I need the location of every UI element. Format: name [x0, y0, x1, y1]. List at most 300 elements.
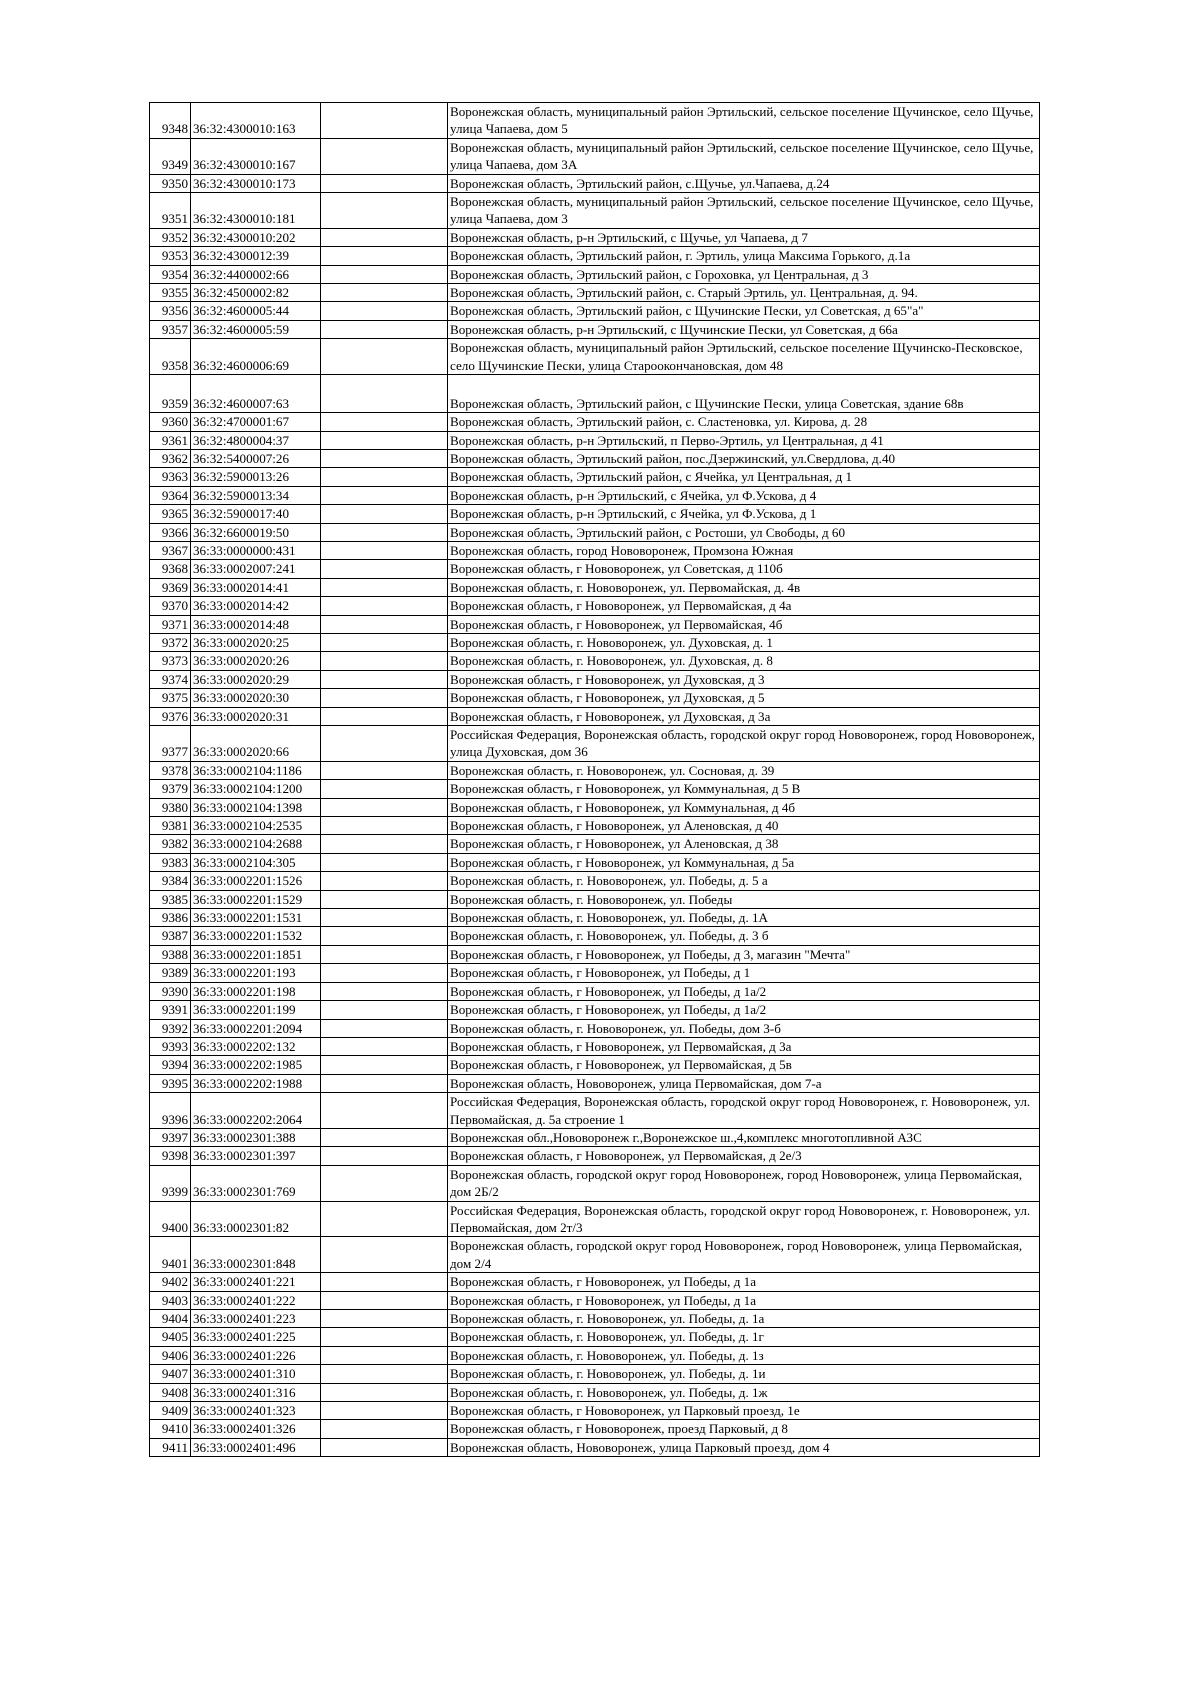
empty-cell [321, 633, 448, 651]
row-number-cell: 9371 [150, 615, 191, 633]
address-cell: Воронежская область, Эртильский район, с.Щучье, ул.Чапаева, д.24 [448, 174, 1040, 192]
row-number-cell: 9392 [150, 1019, 191, 1037]
cadastral-number-cell: 36:33:0002301:82 [191, 1201, 321, 1237]
empty-cell [321, 853, 448, 871]
address-cell: Воронежская область, г. Нововоронеж, ул. Первомайская, д. 4в [448, 578, 1040, 596]
table-row [150, 449, 1040, 467]
row-number-cell: 9358 [150, 339, 191, 375]
address-cell: Воронежская область, г Нововоронеж, ул Парковый проезд, 1е [448, 1402, 1040, 1420]
cadastral-number-cell: 36:33:0002104:1398 [191, 798, 321, 816]
cadastral-number-cell: 36:33:0002201:193 [191, 964, 321, 982]
cadastral-number-cell: 36:33:0002301:388 [191, 1128, 321, 1146]
cadastral-number-cell: 36:33:0002202:2064 [191, 1093, 321, 1129]
row-number-cell: 9390 [150, 982, 191, 1000]
address-cell: Воронежская область, г Нововоронеж, ул Коммунальная, д 5а [448, 853, 1040, 871]
row-number-cell: 9377 [150, 726, 191, 762]
address-cell: Воронежская область, Нововоронеж, улица Парковый проезд, дом 4 [448, 1438, 1040, 1456]
table-row [150, 798, 1040, 816]
row-number-cell: 9409 [150, 1402, 191, 1420]
row-number-cell: 9353 [150, 247, 191, 265]
address-cell: Воронежская область, г Нововоронеж, ул Победы, д 1 [448, 964, 1040, 982]
row-number-cell: 9410 [150, 1420, 191, 1438]
empty-cell [321, 1383, 448, 1401]
row-number-cell: 9403 [150, 1291, 191, 1309]
empty-cell [321, 1291, 448, 1309]
row-number-cell: 9400 [150, 1201, 191, 1237]
row-number-cell: 9374 [150, 670, 191, 688]
address-cell: Воронежская область, г Нововоронеж, ул Победы, д 1а [448, 1291, 1040, 1309]
cadastral-number-cell: 36:33:0002020:66 [191, 726, 321, 762]
table-row [150, 817, 1040, 835]
table-row [150, 597, 1040, 615]
cadastral-number-cell: 36:33:0002201:198 [191, 982, 321, 1000]
cadastral-number-cell: 36:32:4600006:69 [191, 339, 321, 375]
address-cell: Воронежская область, Эртильский район, пос.Дзержинский, ул.Свердлова, д.40 [448, 449, 1040, 467]
row-number-cell: 9394 [150, 1056, 191, 1074]
empty-cell [321, 560, 448, 578]
row-number-cell: 9366 [150, 523, 191, 541]
table-row [150, 1291, 1040, 1309]
row-number-cell: 9391 [150, 1001, 191, 1019]
cadastral-number-cell: 36:33:0002202:132 [191, 1037, 321, 1055]
row-number-cell: 9372 [150, 633, 191, 651]
cadastral-number-cell: 36:32:5400007:26 [191, 449, 321, 467]
address-cell: Воронежская область, муниципальный район Эртильский, сельское поселение Щучинское, село Щучье, улица Чапаева, дом 3А [448, 138, 1040, 174]
cadastral-number-cell: 36:32:4300010:167 [191, 138, 321, 174]
table-row [150, 890, 1040, 908]
row-number-cell: 9388 [150, 945, 191, 963]
empty-cell [321, 761, 448, 779]
table-row [150, 560, 1040, 578]
address-cell: Воронежская область, г Нововоронеж, ул Первомайская, д 4а [448, 597, 1040, 615]
table-row [150, 964, 1040, 982]
address-cell: Воронежская область, Эртильский район, с. Старый Эртиль, ул. Центральная, д. 94. [448, 284, 1040, 302]
row-number-cell: 9389 [150, 964, 191, 982]
cadastral-number-cell: 36:33:0002104:2688 [191, 835, 321, 853]
table-row [150, 615, 1040, 633]
empty-cell [321, 1019, 448, 1037]
cadastral-number-cell: 36:33:0002104:305 [191, 853, 321, 871]
property-register-table [149, 102, 1040, 1457]
table-row [150, 193, 1040, 229]
table-row [150, 1093, 1040, 1129]
row-number-cell: 9411 [150, 1438, 191, 1456]
empty-cell [321, 578, 448, 596]
row-number-cell: 9396 [150, 1093, 191, 1129]
row-number-cell: 9407 [150, 1365, 191, 1383]
row-number-cell: 9369 [150, 578, 191, 596]
address-cell: Воронежская область, г Нововоронеж, проезд Парковый, д 8 [448, 1420, 1040, 1438]
cadastral-number-cell: 36:33:0002401:323 [191, 1402, 321, 1420]
table-row [150, 1037, 1040, 1055]
cadastral-number-cell: 36:33:0002201:1851 [191, 945, 321, 963]
table-row [150, 945, 1040, 963]
table-row [150, 284, 1040, 302]
cadastral-number-cell: 36:32:4300010:163 [191, 103, 321, 139]
address-cell: Российская Федерация, Воронежская область, городской округ город Нововоронеж, город Нововоронеж, улица Духовская, дом 36 [448, 726, 1040, 762]
cadastral-number-cell: 36:32:4300010:173 [191, 174, 321, 192]
cadastral-number-cell: 36:32:4300010:181 [191, 193, 321, 229]
cadastral-number-cell: 36:33:0002202:1988 [191, 1074, 321, 1092]
cadastral-number-cell: 36:33:0000000:431 [191, 541, 321, 559]
address-cell: Воронежская область, г. Нововоронеж, ул. Сосновая, д. 39 [448, 761, 1040, 779]
cadastral-number-cell: 36:33:0002020:25 [191, 633, 321, 651]
table-row [150, 505, 1040, 523]
table-row [150, 431, 1040, 449]
empty-cell [321, 1420, 448, 1438]
empty-cell [321, 872, 448, 890]
cadastral-number-cell: 36:33:0002014:42 [191, 597, 321, 615]
cadastral-number-cell: 36:32:4600007:63 [191, 375, 321, 413]
empty-cell [321, 228, 448, 246]
row-number-cell: 9356 [150, 302, 191, 320]
address-cell: Воронежская область, р-н Эртильский, с Ячейка, ул Ф.Ускова, д 1 [448, 505, 1040, 523]
cadastral-number-cell: 36:33:0002020:29 [191, 670, 321, 688]
row-number-cell: 9395 [150, 1074, 191, 1092]
address-cell: Воронежская область, Нововоронеж, улица Первомайская, дом 7-а [448, 1074, 1040, 1092]
row-number-cell: 9357 [150, 320, 191, 338]
row-number-cell: 9406 [150, 1346, 191, 1364]
row-number-cell: 9348 [150, 103, 191, 139]
row-number-cell: 9359 [150, 375, 191, 413]
cadastral-number-cell: 36:33:0002301:769 [191, 1165, 321, 1201]
cadastral-number-cell: 36:33:0002020:31 [191, 707, 321, 725]
table-row [150, 1365, 1040, 1383]
table-row [150, 103, 1040, 139]
table-row [150, 1273, 1040, 1291]
table-row [150, 247, 1040, 265]
row-number-cell: 9349 [150, 138, 191, 174]
table-row [150, 670, 1040, 688]
empty-cell [321, 597, 448, 615]
table-row [150, 689, 1040, 707]
address-cell: Воронежская область, муниципальный район Эртильский, сельское поселение Щучинское, село Щучье, улица Чапаева, дом 5 [448, 103, 1040, 139]
table-row [150, 523, 1040, 541]
table-row [150, 1147, 1040, 1165]
row-number-cell: 9387 [150, 927, 191, 945]
cadastral-number-cell: 36:33:0002301:397 [191, 1147, 321, 1165]
empty-cell [321, 138, 448, 174]
address-cell: Воронежская область, г Нововоронеж, ул Коммунальная, д 5 В [448, 780, 1040, 798]
table-row [150, 835, 1040, 853]
cadastral-number-cell: 36:32:4400002:66 [191, 265, 321, 283]
table-row [150, 265, 1040, 283]
cadastral-number-cell: 36:33:0002104:1186 [191, 761, 321, 779]
address-cell: Воронежская область, г Нововоронеж, ул Первомайская, д 5в [448, 1056, 1040, 1074]
address-cell: Воронежская область, г Нововоронеж, ул Советская, д 110б [448, 560, 1040, 578]
empty-cell [321, 339, 448, 375]
empty-cell [321, 615, 448, 633]
row-number-cell: 9352 [150, 228, 191, 246]
cadastral-number-cell: 36:33:0002201:1529 [191, 890, 321, 908]
cadastral-number-cell: 36:33:0002401:326 [191, 1420, 321, 1438]
address-cell: Воронежская область, г Нововоронеж, ул Аленовская, д 38 [448, 835, 1040, 853]
cadastral-number-cell: 36:33:0002104:2535 [191, 817, 321, 835]
empty-cell [321, 835, 448, 853]
empty-cell [321, 468, 448, 486]
address-cell: Воронежская область, г. Нововоронеж, ул. Победы, д. 1г [448, 1328, 1040, 1346]
cadastral-number-cell: 36:33:0002401:221 [191, 1273, 321, 1291]
address-cell: Воронежская область, р-н Эртильский, с Щучье, ул Чапаева, д 7 [448, 228, 1040, 246]
address-cell: Воронежская область, г. Нововоронеж, ул. Победы, д. 1ж [448, 1383, 1040, 1401]
row-number-cell: 9355 [150, 284, 191, 302]
table-row [150, 707, 1040, 725]
row-number-cell: 9386 [150, 909, 191, 927]
address-cell: Воронежская область, г. Нововоронеж, ул. Победы, дом 3-б [448, 1019, 1040, 1037]
empty-cell [321, 375, 448, 413]
address-cell: Воронежская область, г. Нововоронеж, ул. Победы, д. 1з [448, 1346, 1040, 1364]
empty-cell [321, 982, 448, 1000]
row-number-cell: 9384 [150, 872, 191, 890]
address-cell: Воронежская область, г. Нововоронеж, ул. Победы, д. 3 б [448, 927, 1040, 945]
empty-cell [321, 817, 448, 835]
cadastral-number-cell: 36:32:6600019:50 [191, 523, 321, 541]
row-number-cell: 9351 [150, 193, 191, 229]
cadastral-number-cell: 36:32:4700001:67 [191, 413, 321, 431]
table-row [150, 872, 1040, 890]
empty-cell [321, 413, 448, 431]
empty-cell [321, 1237, 448, 1273]
table-row [150, 339, 1040, 375]
address-cell: Воронежская область, городской округ город Нововоронеж, город Нововоронеж, улица Первомайская, дом 2Б/2 [448, 1165, 1040, 1201]
empty-cell [321, 780, 448, 798]
empty-cell [321, 1037, 448, 1055]
address-cell: Воронежская область, г Нововоронеж, ул Первомайская, д 3а [448, 1037, 1040, 1055]
cadastral-number-cell: 36:33:0002401:310 [191, 1365, 321, 1383]
cadastral-number-cell: 36:33:0002201:1531 [191, 909, 321, 927]
empty-cell [321, 1128, 448, 1146]
table-row [150, 1402, 1040, 1420]
table-row [150, 1420, 1040, 1438]
table-row [150, 982, 1040, 1000]
address-cell: Воронежская область, Эртильский район, с Щучинские Пески, улица Советская, здание 68в [448, 375, 1040, 413]
empty-cell [321, 909, 448, 927]
table-row [150, 228, 1040, 246]
address-cell: Российская Федерация, Воронежская область, городской округ город Нововоронеж, г. Нововоронеж, ул. Первомайская, д. 5а строение 1 [448, 1093, 1040, 1129]
table-row [150, 486, 1040, 504]
empty-cell [321, 1328, 448, 1346]
cadastral-number-cell: 36:33:0002020:26 [191, 652, 321, 670]
empty-cell [321, 193, 448, 229]
row-number-cell: 9376 [150, 707, 191, 725]
cadastral-number-cell: 36:33:0002401:225 [191, 1328, 321, 1346]
cadastral-number-cell: 36:33:0002020:30 [191, 689, 321, 707]
address-cell: Воронежская область, г Нововоронеж, ул Духовская, д 3а [448, 707, 1040, 725]
address-cell: Воронежская область, р-н Эртильский, с Ячейка, ул Ф.Ускова, д 4 [448, 486, 1040, 504]
row-number-cell: 9399 [150, 1165, 191, 1201]
table-row [150, 652, 1040, 670]
cadastral-number-cell: 36:32:4300010:202 [191, 228, 321, 246]
address-cell: Воронежская область, г. Нововоронеж, ул. Духовская, д. 8 [448, 652, 1040, 670]
table-row [150, 1346, 1040, 1364]
empty-cell [321, 798, 448, 816]
empty-cell [321, 302, 448, 320]
table-row [150, 1074, 1040, 1092]
row-number-cell: 9367 [150, 541, 191, 559]
row-number-cell: 9382 [150, 835, 191, 853]
cadastral-number-cell: 36:33:0002201:199 [191, 1001, 321, 1019]
cadastral-number-cell: 36:33:0002201:1526 [191, 872, 321, 890]
cadastral-number-cell: 36:32:4600005:44 [191, 302, 321, 320]
cadastral-number-cell: 36:32:4600005:59 [191, 320, 321, 338]
cadastral-number-cell: 36:32:5900017:40 [191, 505, 321, 523]
empty-cell [321, 927, 448, 945]
table-row [150, 1128, 1040, 1146]
address-cell: Воронежская область, городской округ город Нововоронеж, город Нововоронеж, улица Первомайская, дом 2/4 [448, 1237, 1040, 1273]
cadastral-number-cell: 36:33:0002014:41 [191, 578, 321, 596]
address-cell: Воронежская область, город Нововоронеж, Промзона Южная [448, 541, 1040, 559]
address-cell: Воронежская область, г. Нововоронеж, ул. Победы, д. 1и [448, 1365, 1040, 1383]
table-row [150, 375, 1040, 413]
cadastral-number-cell: 36:33:0002014:48 [191, 615, 321, 633]
table-row [150, 1165, 1040, 1201]
empty-cell [321, 1074, 448, 1092]
row-number-cell: 9397 [150, 1128, 191, 1146]
row-number-cell: 9363 [150, 468, 191, 486]
row-number-cell: 9393 [150, 1037, 191, 1055]
row-number-cell: 9362 [150, 449, 191, 467]
empty-cell [321, 449, 448, 467]
table-row [150, 1383, 1040, 1401]
address-cell: Воронежская область, г Нововоронеж, ул Духовская, д 3 [448, 670, 1040, 688]
empty-cell [321, 284, 448, 302]
empty-cell [321, 890, 448, 908]
row-number-cell: 9408 [150, 1383, 191, 1401]
row-number-cell: 9378 [150, 761, 191, 779]
address-cell: Воронежская область, г Нововоронеж, ул Победы, д 1а/2 [448, 1001, 1040, 1019]
empty-cell [321, 486, 448, 504]
cadastral-number-cell: 36:33:0002401:223 [191, 1310, 321, 1328]
empty-cell [321, 726, 448, 762]
table-row [150, 174, 1040, 192]
empty-cell [321, 1056, 448, 1074]
address-cell: Воронежская область, Эртильский район, с Ячейка, ул Центральная, д 1 [448, 468, 1040, 486]
address-cell: Воронежская область, муниципальный район Эртильский, сельское поселение Щучинско-Песковское, село Щучинские Пески, улица Староокончановская, дом 48 [448, 339, 1040, 375]
table-row [150, 413, 1040, 431]
address-cell: Воронежская область, г Нововоронеж, ул Победы, д 1а [448, 1273, 1040, 1291]
table-row [150, 780, 1040, 798]
address-cell: Российская Федерация, Воронежская область, городской округ город Нововоронеж, г. Нововоронеж, ул. Первомайская, дом 2т/3 [448, 1201, 1040, 1237]
table-row [150, 1328, 1040, 1346]
address-cell: Воронежская область, Эртильский район, с Щучинские Пески, ул Советская, д 65"а" [448, 302, 1040, 320]
empty-cell [321, 505, 448, 523]
row-number-cell: 9361 [150, 431, 191, 449]
cadastral-number-cell: 36:33:0002007:241 [191, 560, 321, 578]
row-number-cell: 9364 [150, 486, 191, 504]
row-number-cell: 9375 [150, 689, 191, 707]
empty-cell [321, 1346, 448, 1364]
table-row [150, 853, 1040, 871]
row-number-cell: 9381 [150, 817, 191, 835]
empty-cell [321, 1310, 448, 1328]
cadastral-number-cell: 36:33:0002401:316 [191, 1383, 321, 1401]
address-cell: Воронежская область, г Нововоронеж, ул Первомайская, 4б [448, 615, 1040, 633]
table-row [150, 541, 1040, 559]
address-cell: Воронежская область, г Нововоронеж, ул Духовская, д 5 [448, 689, 1040, 707]
table-row [150, 302, 1040, 320]
address-cell: Воронежская область, г Нововоронеж, ул Победы, д 1а/2 [448, 982, 1040, 1000]
empty-cell [321, 670, 448, 688]
address-cell: Воронежская область, р-н Эртильский, п Перво-Эртиль, ул Центральная, д 41 [448, 431, 1040, 449]
empty-cell [321, 1402, 448, 1420]
row-number-cell: 9360 [150, 413, 191, 431]
address-cell: Воронежская область, г. Нововоронеж, ул. Духовская, д. 1 [448, 633, 1040, 651]
empty-cell [321, 320, 448, 338]
address-cell: Воронежская область, г. Нововоронеж, ул. Победы, д. 1а [448, 1310, 1040, 1328]
empty-cell [321, 541, 448, 559]
table-row [150, 138, 1040, 174]
table-row [150, 320, 1040, 338]
table-row [150, 927, 1040, 945]
table-row [150, 1201, 1040, 1237]
register-body [150, 103, 1040, 1457]
address-cell: Воронежская область, г Нововоронеж, ул Победы, д 3, магазин "Мечта" [448, 945, 1040, 963]
empty-cell [321, 689, 448, 707]
empty-cell [321, 707, 448, 725]
empty-cell [321, 1147, 448, 1165]
empty-cell [321, 1438, 448, 1456]
empty-cell [321, 1201, 448, 1237]
cadastral-number-cell: 36:33:0002401:496 [191, 1438, 321, 1456]
cadastral-number-cell: 36:33:0002202:1985 [191, 1056, 321, 1074]
empty-cell [321, 1001, 448, 1019]
table-row [150, 761, 1040, 779]
row-number-cell: 9365 [150, 505, 191, 523]
cadastral-number-cell: 36:33:0002201:2094 [191, 1019, 321, 1037]
row-number-cell: 9405 [150, 1328, 191, 1346]
cadastral-number-cell: 36:32:4800004:37 [191, 431, 321, 449]
address-cell: Воронежская область, г. Нововоронеж, ул. Победы, д. 1А [448, 909, 1040, 927]
empty-cell [321, 431, 448, 449]
table-row [150, 1438, 1040, 1456]
table-row [150, 468, 1040, 486]
empty-cell [321, 103, 448, 139]
address-cell: Воронежская область, г. Нововоронеж, ул. Победы [448, 890, 1040, 908]
table-row [150, 1001, 1040, 1019]
table-row [150, 1056, 1040, 1074]
empty-cell [321, 1273, 448, 1291]
cadastral-number-cell: 36:33:0002401:222 [191, 1291, 321, 1309]
row-number-cell: 9368 [150, 560, 191, 578]
row-number-cell: 9385 [150, 890, 191, 908]
cadastral-number-cell: 36:32:4300012:39 [191, 247, 321, 265]
table-row [150, 1310, 1040, 1328]
row-number-cell: 9404 [150, 1310, 191, 1328]
row-number-cell: 9350 [150, 174, 191, 192]
table-row [150, 726, 1040, 762]
empty-cell [321, 1093, 448, 1129]
row-number-cell: 9354 [150, 265, 191, 283]
empty-cell [321, 265, 448, 283]
empty-cell [321, 652, 448, 670]
row-number-cell: 9402 [150, 1273, 191, 1291]
table-row [150, 1019, 1040, 1037]
address-cell: Воронежская область, Эртильский район, с Гороховка, ул Центральная, д 3 [448, 265, 1040, 283]
row-number-cell: 9401 [150, 1237, 191, 1273]
address-cell: Воронежская область, г. Нововоронеж, ул. Победы, д. 5 а [448, 872, 1040, 890]
empty-cell [321, 1165, 448, 1201]
address-cell: Воронежская область, г Нововоронеж, ул Коммунальная, д 4б [448, 798, 1040, 816]
empty-cell [321, 174, 448, 192]
address-cell: Воронежская область, Эртильский район, с Ростоши, ул Свободы, д 60 [448, 523, 1040, 541]
empty-cell [321, 247, 448, 265]
address-cell: Воронежская область, муниципальный район Эртильский, сельское поселение Щучинское, село Щучье, улица Чапаева, дом 3 [448, 193, 1040, 229]
row-number-cell: 9373 [150, 652, 191, 670]
empty-cell [321, 945, 448, 963]
row-number-cell: 9383 [150, 853, 191, 871]
table-row [150, 909, 1040, 927]
table-row [150, 578, 1040, 596]
